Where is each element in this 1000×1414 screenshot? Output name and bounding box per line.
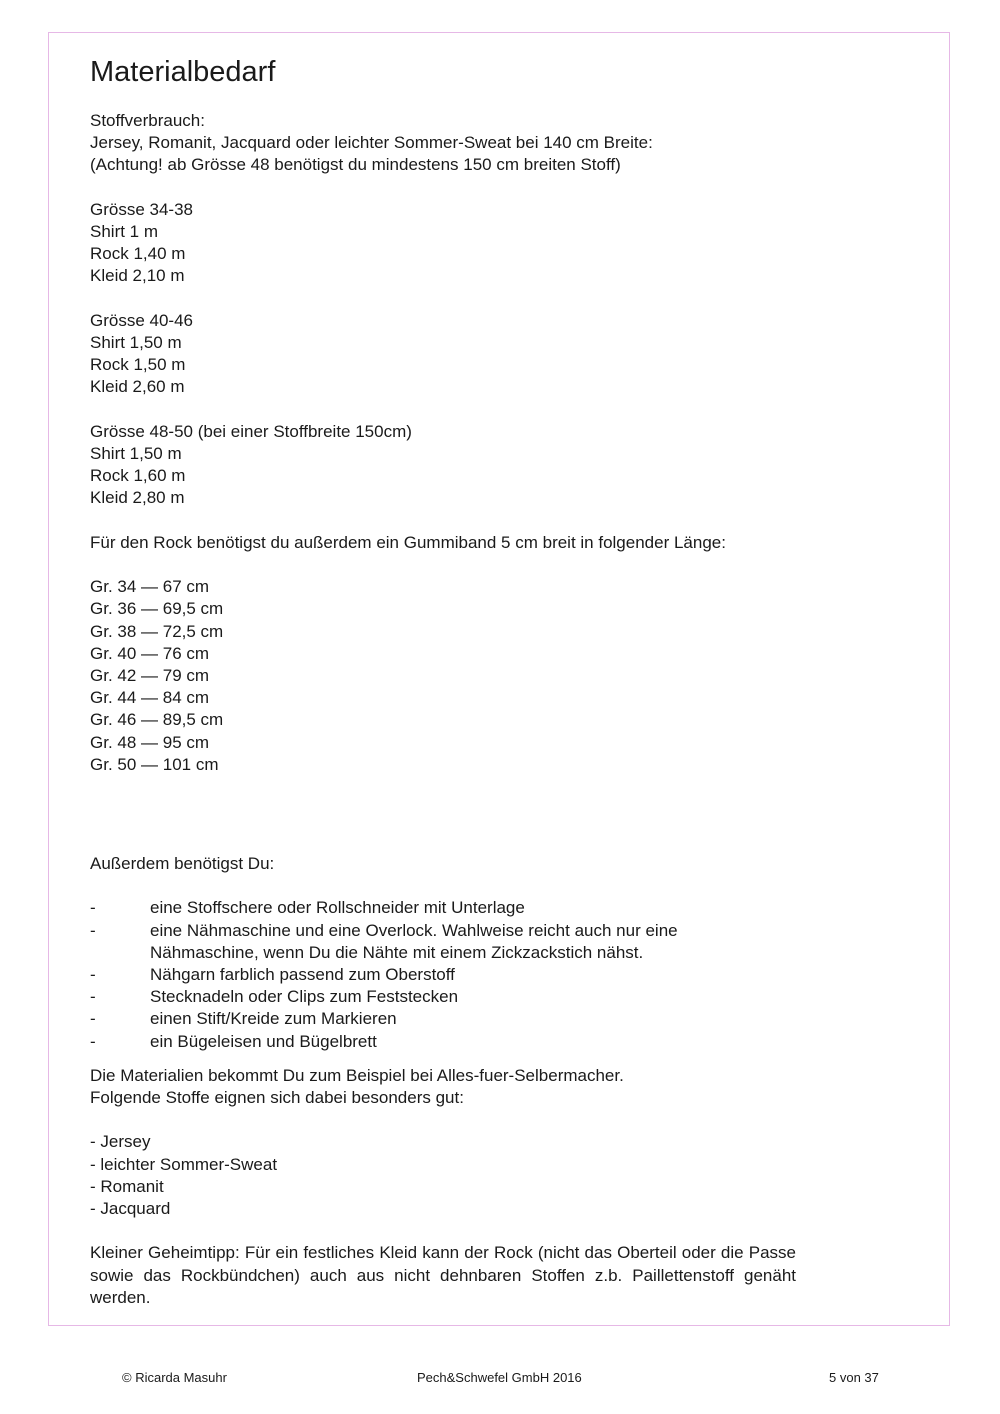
elastic-length-item: Gr. 36 — 69,5 cm [90,599,224,619]
size-group-heading: Grösse 34-38 [90,199,193,219]
size-group [90,310,810,399]
fabric-item: - leichter Sommer-Sweat [90,1154,278,1174]
elastic-length-item: Gr. 42 — 79 cm [90,666,210,685]
fabric-list [90,1131,810,1220]
size-group [90,421,810,510]
list-item [90,964,810,986]
elastic-length-item: Gr. 46 — 89,5 cm [90,710,224,730]
tip-paragraph: Kleiner Geheimtipp: Für ein festliches Kleid kann der Rock (nicht das Oberteil oder die Passe sowie das Rockbündchen) auch aus nicht dehnbaren Stoffen z.b. Paillettenstoff genäht werden. [90,1243,796,1307]
size-group-item: Shirt 1 m [90,222,159,241]
list-item-text: ein Bügeleisen und Bügelbrett [150,1031,377,1051]
list-item-text: eine Stoffschere oder Rollschneider mit Unterlage [150,898,525,918]
bullet-dash: - [90,898,96,918]
list-item [90,897,810,919]
elastic-length-item: Gr. 38 — 72,5 cm [90,621,224,641]
list-item-text: Nähgarn farblich passend zum Oberstoff [150,965,455,985]
size-group-item: Kleid 2,80 m [90,488,185,508]
bullet-dash: - [90,920,96,940]
size-group-heading: Grösse 48-50 (bei einer Stoffbreite 150cm) [90,421,412,441]
list-item [90,920,810,964]
intro-line: Jersey, Romanit, Jacquard oder leichter Sommer-Sweat bei 140 cm Breite: [90,133,653,153]
elastic-length-item: Gr. 34 — 67 cm [90,577,210,597]
size-group-heading: Grösse 40-46 [90,310,193,330]
size-group-item: Kleid 2,10 m [90,266,185,286]
size-group-item: Shirt 1,50 m [90,444,182,463]
fabric-item: - Romanit [90,1176,164,1196]
elastic-intro: Für den Rock benötigst du außerdem ein Gummiband 5 cm breit in folgender Länge: [90,532,726,552]
page-title: Materialbedarf [90,56,276,88]
list-item [90,986,810,1008]
bullet-dash: - [90,965,96,985]
bullet-dash: - [90,987,96,1007]
extras-heading: Außerdem benötigst Du: [90,854,275,874]
elastic-length-item: Gr. 44 — 84 cm [90,688,210,708]
elastic-length-item: Gr. 40 — 76 cm [90,643,210,663]
elastic-length-item: Gr. 48 — 95 cm [90,732,210,752]
list-item [90,1008,810,1030]
size-group [90,199,810,288]
intro-line: Stoffverbrauch: [90,111,205,130]
footer-page-number: 5 von 37 [829,1370,879,1385]
intro-block [90,110,810,177]
source-line: Die Materialien bekommt Du zum Beispiel bei Alles-fuer-Selbermacher. [90,1065,624,1085]
intro-line: (Achtung! ab Grösse 48 benötigst du mindestens 150 cm breiten Stoff) [90,155,621,175]
list-item-text: Stecknadeln oder Clips zum Feststecken [150,987,459,1007]
fabric-item: - Jacquard [90,1199,171,1219]
footer-company: Pech&Schwefel GmbH 2016 [417,1370,582,1385]
list-item [90,1031,810,1053]
size-group-item: Kleid 2,60 m [90,377,185,397]
source-line: Folgende Stoffe eignen sich dabei besonders gut: [90,1088,464,1108]
size-group-item: Rock 1,60 m [90,466,186,486]
extras-list [90,897,810,1052]
bullet-dash: - [90,1009,96,1029]
size-group-item: Shirt 1,50 m [90,333,182,352]
fabric-item: - Jersey [90,1132,151,1152]
bullet-dash: - [90,1031,96,1051]
list-item-text: eine Nähmaschine und eine Overlock. Wahlweise reicht auch nur eine Nähmaschine, wenn Du die Nähte mit einem Zickzackstich nähst. [150,920,678,962]
document-body [90,52,810,1309]
size-group-item: Rock 1,50 m [90,355,186,375]
size-group-item: Rock 1,40 m [90,244,186,264]
footer-copyright: © Ricarda Masuhr [122,1370,227,1385]
list-item-text: einen Stift/Kreide zum Markieren [150,1009,397,1029]
elastic-length-item: Gr. 50 — 101 cm [90,754,219,774]
source-block [90,1065,810,1109]
elastic-list [90,576,810,776]
